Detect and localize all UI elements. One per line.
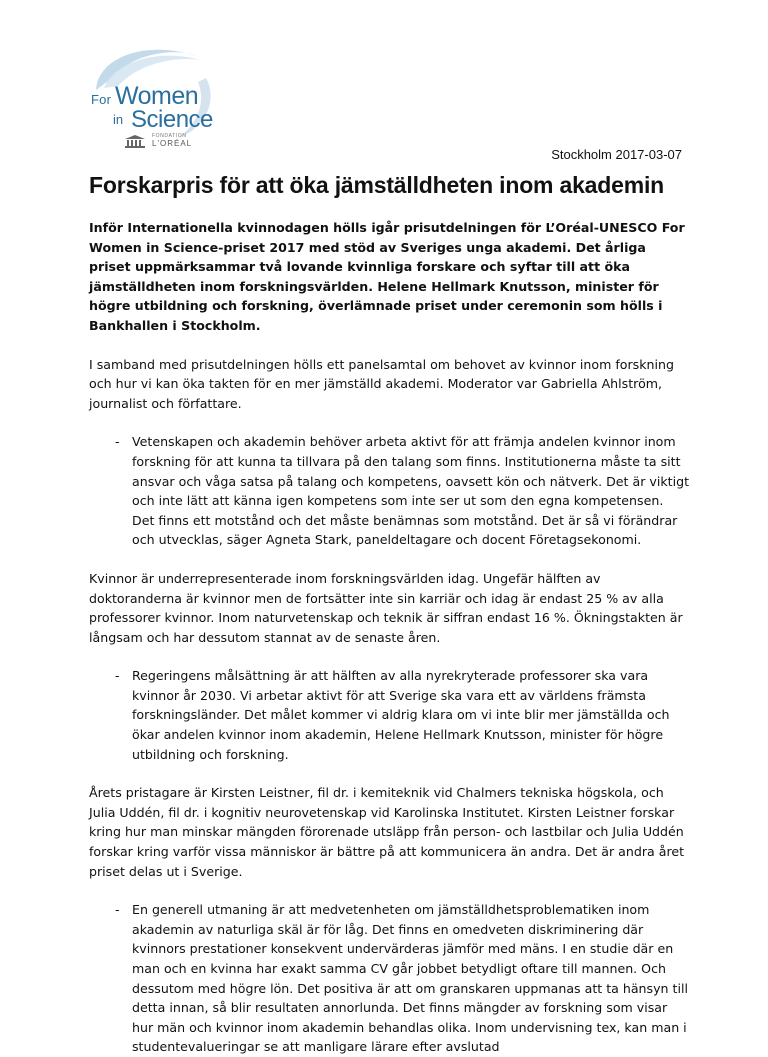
logo-science-text: Science <box>131 106 213 133</box>
body-paragraph-laureates: Årets pristagare är Kirsten Leistner, fil dr. i kemiteknik vid Chalmers tekniska högskola, och Julia Uddén, fil dr. i kognitiv neurovetenskap vid Karolinska Institutet. Kirsten Leistner forskar kring hur man minskar mängden förorenade utsläpp från person- och lastbilar och Julia Uddén forskar kring varför vissa människor är bättre på att kommunicera än andra. Det är andra året priset delas ut i Sverige. <box>89 785 685 879</box>
logo-in-text: in <box>113 112 124 127</box>
logo-women-text: Women <box>115 82 199 110</box>
quote-stark-text: Vetenskapen och akademin behöver arbeta aktivt för att främja andelen kvinnor inom forskning för att kunna ta tillvara på den talang som finns. Institutionerna måste ta sitt ansvar och våga satsa på talang och kompetens, oavsett kön och nätverk. Det är viktigt och inte lätt att känna igen kompetens som inte ser ut som den egna kompetensen. Det finns ett motstånd och det måste benämnas som motstånd. Det är så vi förändrar och utvecklas, säger Agneta Stark, paneldeltagare och docent Företagsekonomi. <box>132 434 690 548</box>
quote-minister <box>89 666 689 764</box>
body-paragraph-panel: I samband med prisutdelningen hölls ett panelsamtal om behovet av kvinnor inom forskning och hur vi kan öka takten för en mer jämställd akademi. Moderator var Gabriella Ahlström, journalist och författare. <box>89 356 674 411</box>
logo-for-text: For <box>91 92 112 107</box>
quote-stark <box>89 432 689 550</box>
quote-minister-text: Regeringens målsättning är att hälften av alla nyrekryterade professorer ska vara kvinnor år 2030. Vi arbetar aktivt för att Sverige ska vara ett av världens främsta forskningsländer. Det målet kommer vi aldrig klara om vi inte blir mer jämställda och ökar andelen kvinnor inom akademin, Helene Hellmark Knutsson, minister för högre utbildning och forskning. <box>132 668 670 762</box>
bullet-dash: - <box>115 902 120 918</box>
quote-challenge <box>89 900 689 1057</box>
quote-challenge-text: En generell utmaning är att medvetenheten om jämställdhetsproblematiken inom akademin av naturliga skäl är för låg. Det finns en omedveten diskriminering där kvinnors prestationer konsekvent undervärderas jämför med mäns. I en studie där en man och en kvinna har exakt samma CV går jobbet betydligt oftare till mannen. Och dessutom med högre lön. Det positiva är att om granskaren uppmanas att ta hänsyn till detta innan, så blir resultaten annorlunda. Det finns mängder av forskning som visar hur män och kvinnor inom akademin behandlas olika. Inom undervisning tex, kan man i studentevalueringar se att manligare lärare efter avslutad <box>132 902 688 1055</box>
bullet-dash: - <box>115 668 120 684</box>
document-title: Forskarpris för att öka jämställdheten inom akademin <box>89 172 664 198</box>
for-women-in-science-logo <box>78 38 228 148</box>
body-paragraph-statistics: Kvinnor är underrepresenterade inom forskningsvärlden idag. Ungefär hälften av doktoranderna är kvinnor men de fortsätter inte sin karriär och idag är endast 25 % av alla professorer kvinnor. Inom naturvetenskap och teknik är siffran endast 16 %. Ökningstakten är långsam och har dessutom stannat av de senaste åren. <box>89 570 683 645</box>
bullet-dash: - <box>115 434 120 450</box>
lead-paragraph: Inför Internationella kvinnodagen hölls igår prisutdelningen för L’Oréal-UNESCO For Women in Science-priset 2017 med stöd av Sveriges unga akademi. Det årliga priset uppmärksammar två lovande kvinnliga forskare och syftar till att öka jämställdheten inom forskningsvärlden. Helene Hellmark Knutsson, minister för högre utbildning och forskning, överlämnade priset under ceremonin som hölls i Bankhallen i Stockholm. <box>89 220 685 333</box>
unesco-temple-icon <box>124 134 146 148</box>
logo-brand-text: L'ORÉAL <box>152 139 193 148</box>
document-body <box>89 218 689 1057</box>
dateline: Stockholm 2017-03-07 <box>551 147 682 162</box>
logo-foundation-text: FONDATION <box>152 133 187 139</box>
